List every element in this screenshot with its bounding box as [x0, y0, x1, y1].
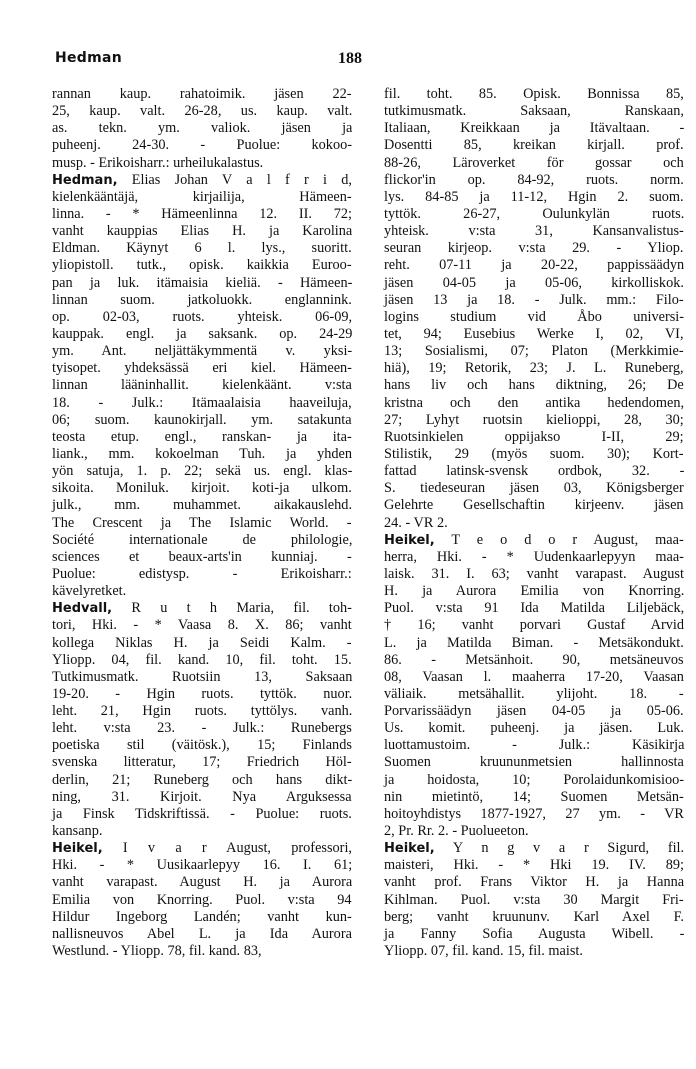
text-line: berg; vanht kruununv. Karl Axel F. [384, 908, 684, 925]
text-line: Us. komit. puheenj. ja jäsen. Luk. [384, 720, 684, 737]
text-line: jäsen 13 ja 18. - Julk. mm.: Filo- [384, 291, 684, 308]
text-line: vanht kauppias Elias H. ja Karolina [52, 223, 353, 240]
text-line: 13; Sosialismi, 07; Platon (Merkkimie- [384, 343, 684, 360]
text-line: teosta etup. engl., ranskan- ja ita- [52, 428, 352, 445]
text-line: kollega Niklas H. ja Seidi Kalm. - [52, 634, 352, 651]
text-line: reht. 07-11 ja 20-22, pappissäädyn [384, 257, 685, 274]
running-head-surname: Hedman [55, 50, 123, 66]
entry-headword: Hedvall, [52, 601, 113, 617]
text-line: Société internationale de philologie, [52, 531, 353, 548]
page-number: 188 [338, 50, 362, 67]
text-line: Yliopp. 04, fil. kand. 10, fil. toht. 15. [52, 651, 352, 668]
text-line: Heikel, I v a r August, professori, [52, 840, 352, 857]
text-line: linna. - * Hämeenlinna 12. II. 72; [52, 205, 352, 222]
entry-headword: Hedman, [52, 172, 118, 188]
text-line: Eldman. Käynyt 6 l. lys., suoritt. [52, 240, 352, 257]
text-line: logins studium vid Åbo universi- [384, 308, 685, 325]
text-line: The Crescent ja The Islamic World. - [52, 514, 352, 531]
text-line: 86. - Metsänhoit. 90, metsäneuvos [384, 651, 684, 668]
text-line: Porvarissäädyn jäsen 04-05 ja 05-06. [384, 703, 684, 720]
text-line: laisk. 31. I. 63; vanht varapast. August [384, 565, 684, 582]
text-line: yön satuja, 1. p. 22; sekä us. engl. klas- [52, 463, 353, 480]
text-line: Ruotsinkielen oppijakso I-II, 29; [384, 428, 684, 445]
text-line: Dosentti 85, kreikan kirjall. prof. [384, 137, 684, 154]
text-line: poetiska stil (väitösk.), 15; Finlands [52, 737, 352, 754]
text-line: tyisopet. yhdeksässä eri kiel. Hämeen- [52, 360, 352, 377]
entry-headword: Heikel, [52, 841, 103, 857]
text-line: väliaik. metsähallit. ylijoht. 18. - [384, 685, 684, 702]
text-line: Hedman, Elias Johan V a l f r i d, [52, 171, 352, 188]
text-line: sikoita. Moniluk. kirjoit. koti-ja ulkom. [52, 480, 352, 497]
text-line: ja Finsk Tidskriftissä. - Puolue: ruots. [52, 805, 352, 822]
text-line: leht. v:sta 23. - Julk.: Runebergs [52, 720, 352, 737]
text-line: H. ja Aurora Emilia von Knorring. [384, 583, 685, 600]
text-line: kansanp. [52, 823, 103, 840]
text-line: rannan kaup. rahatoimik. jäsen 22- [52, 86, 352, 102]
text-line: svenska litteratur, 17; Friedrich Höl- [52, 754, 352, 771]
text-line: lys. 84-85 ja 11-12, Hgin 2. suom. [384, 188, 684, 205]
text-line: ja hoidosta, 10; Porolaidunkomisioo- [384, 771, 685, 788]
text-line: tyttök. 26-27, Oulunkylän ruots. [384, 205, 685, 222]
text-line: linnan lääninhallit. kielenkäänt. v:sta [52, 377, 352, 394]
text-line: leht. 21, Hgin ruots. tyttölys. vanh. [52, 703, 353, 720]
text-line: Hildur Ingeborg Landén; vanht kun- [52, 908, 352, 925]
text-line: jäsen 04-05 ja 05-06, kirkolliskok. [384, 274, 684, 291]
text-line: kristna och den antika hedendomen, [384, 394, 685, 411]
text-line: Emilia von Knorring. Puol. v:sta 94 [52, 891, 352, 908]
text-line: Puol. v:sta 91 Ida Matilda Liljebäck, [384, 600, 685, 617]
text-line: tet, 94; Eusebius Werke I, 02, VI, [384, 325, 684, 342]
text-line: puheenj. 24-30. - Puolue: kokoo- [52, 137, 353, 154]
text-line: tutkimusmatk. Saksaan, Ranskaan, [384, 103, 684, 120]
text-line: luottamustoim. - Julk.: Käsikirja [384, 737, 685, 754]
text-line: kauppak. engl. ja saksank. op. 24-29 [52, 325, 353, 342]
text-line: Hki. - * Uusikaarlepyy 16. I. 61; [52, 857, 353, 874]
text-line: 2, Pr. Rr. 2. - Puolueeton. [384, 823, 529, 840]
text-line: Yliopp. 07, fil. kand. 15, fil. maist. [384, 943, 583, 960]
text-line: 25, kaup. valt. 26-28, us. kaup. valt. [52, 103, 353, 120]
text-line: hoitoyhdistys 1877-1927, 27 ym. - VR [384, 805, 684, 822]
text-line: Gelehrte Gesellschaftin kirjeenv. jäsen [384, 497, 684, 514]
text-line: tori, Hki. - * Vaasa 8. X. 86; vanht [52, 617, 352, 634]
text-line: flickor'in op. 84-92, ruots. norm. [384, 171, 684, 188]
text-line: Heikel, T e o d o r August, maa- [384, 531, 684, 548]
text-line: julk., mm. muhammet. aikakauslehd. [52, 497, 353, 514]
text-line: yhteisk. v:sta 31, Kansanvalistus- [384, 223, 684, 240]
text-line: L. ja Matilda Biman. - Metsäkondukt. [384, 634, 684, 651]
text-line: sciences et beaux-arts'in kunniaj. - [52, 548, 352, 565]
text-line: derlin, 21; Runeberg och hans dikt- [52, 771, 353, 788]
text-line: seuran kirjeop. v:sta 29. - Yliop. [384, 240, 684, 257]
text-line: hans liv och hans diktning, 26; De [384, 377, 684, 394]
text-line: 08, Vaasan l. maaherra 17-20, Vaasan [384, 668, 684, 685]
text-line: yliopistoll. tutk., opisk. kaikkia Euroo- [52, 257, 352, 274]
text-line: 88-26, Läroverket för gossar och [384, 154, 684, 171]
text-line: liank., mm. kokoelman Tuh. ja yhden [52, 445, 353, 462]
text-line: Hedvall, R u t h Maria, fil. toh- [52, 600, 352, 617]
text-line: ning, 31. Kirjoit. Nya Arguksessa [52, 788, 352, 805]
left-column [52, 86, 352, 960]
text-line: Puolue: edistysp. - Erikoisharr.: [52, 565, 352, 582]
text-line: op. 02-03, ruots. yhteisk. 06-09, [52, 308, 353, 325]
text-line: pan ja luk. itämaisia kieliä. - Hämeen- [52, 274, 353, 291]
text-line: ja Fanny Sofia Augusta Wibell. - [384, 925, 685, 942]
text-line: vanht prof. Frans Viktor H. ja Hanna [384, 874, 685, 891]
text-line: linnan suom. jatkoluokk. englannink. [52, 291, 352, 308]
entry-headword: Heikel, [384, 841, 435, 857]
text-line: Heikel, Y n g v a r Sigurd, fil. [384, 840, 685, 857]
text-line: Kihlman. Puol. v:sta 30 Margit Fri- [384, 891, 684, 908]
text-line: hiä), 19; Retorik, 23; J. L. Runeberg, [384, 360, 684, 377]
text-line: † 16; vanht porvari Gustaf Arvid [384, 617, 685, 634]
text-line: ym. Ant. neljättäkymmentä v. yksi- [52, 343, 353, 360]
text-line: herra, Hki. - * Uudenkaarlepyyn maa- [384, 548, 684, 565]
text-line: Stilistik, 29 (myös suom. 30); Kort- [384, 445, 684, 462]
right-column [384, 86, 684, 960]
text-line: Suomen kruununmetsien hallinnosta [384, 754, 684, 771]
text-line: nallisneuvos Abel L. ja Ida Aurora [52, 925, 352, 942]
text-line: fil. toht. 85. Opisk. Bonnissa 85, [384, 86, 684, 102]
text-line: kävelyretket. [52, 583, 127, 600]
text-line: 06; suom. kaunokirjall. ym. satakunta [52, 411, 352, 428]
text-line: maisteri, Hki. - * Hki 19. IV. 89; [384, 857, 685, 874]
text-line: 27; Lyhyt ruotsin kielioppi, 28, 30; [384, 411, 684, 428]
text-line: fattad latinsk-svensk ordbok, 32. - [384, 463, 685, 480]
text-line: 19-20. - Hgin ruots. tyttök. nuor. [52, 685, 353, 702]
text-line: kielenkääntäjä, kirjailija, Hämeen- [52, 188, 352, 205]
text-line: 18. - Julk.: Itämaalaisia haaveiluja, [52, 394, 352, 411]
page-header [55, 50, 641, 72]
text-line: S. tiedeseuran jäsen 03, Königsberger [384, 480, 684, 497]
text-line: nin mietintö, 14; Suomen Metsän- [384, 788, 684, 805]
entry-headword: Heikel, [384, 532, 435, 548]
text-line: 24. - VR 2. [384, 514, 448, 531]
text-line: musp. - Erikoisharr.: urheilukalastus. [52, 154, 264, 171]
text-line: vanht varapast. August H. ja Aurora [52, 874, 353, 891]
text-line: Italiaan, Kreikkaan ja Itävaltaan. - [384, 120, 685, 137]
text-line: as. tekn. ym. valiok. jäsen ja [52, 120, 353, 137]
text-line: Tutkimusmatk. Ruotsiin 13, Saksaan [52, 668, 353, 685]
text-line: Westlund. - Yliopp. 78, fil. kand. 83, [52, 943, 262, 960]
